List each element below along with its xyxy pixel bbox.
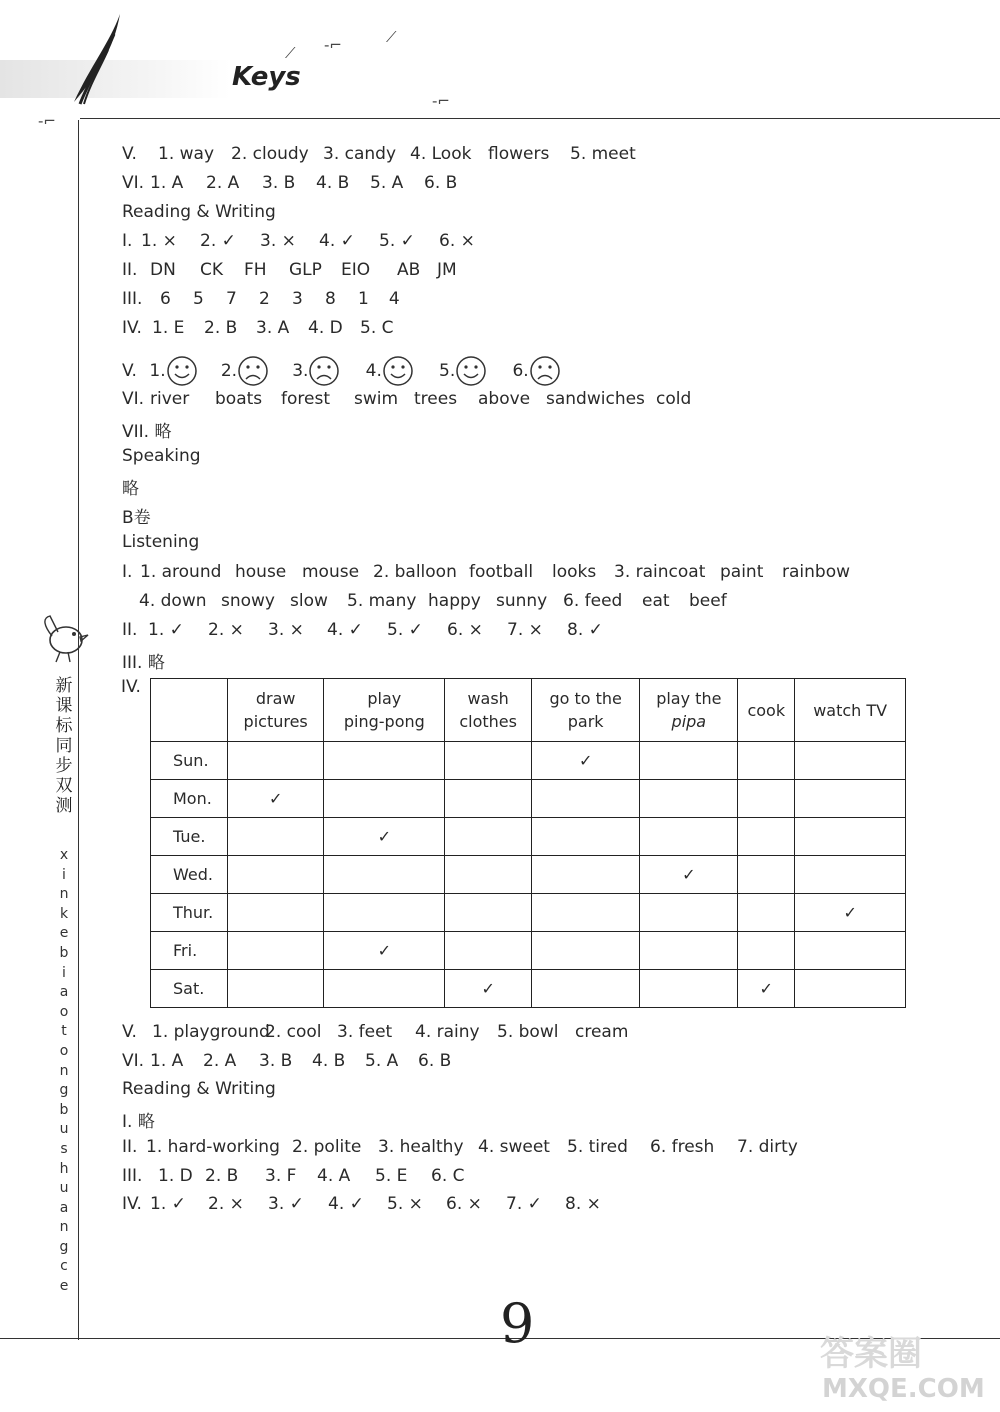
- face-icon: [237, 355, 269, 387]
- table-cell: [531, 856, 639, 894]
- table-cell: [738, 932, 795, 970]
- table-cell: [228, 970, 324, 1008]
- sparkle-icon: ⟋: [285, 44, 296, 62]
- schedule-table: [150, 678, 906, 1008]
- page-number: 9: [500, 1292, 535, 1355]
- column-header: watch TV: [795, 679, 906, 742]
- table-cell: [445, 856, 532, 894]
- answer-line-b-rw-iv: IV. 1. ✓ 2. × 3. ✓ 4. ✓ 5. × 6. × 7. ✓ 8. ×: [122, 1194, 601, 1214]
- answer-line-b-rw-ii: II. 1. hard-working 2. polite 3. healthy 4. sweet 5. tired 6. fresh 7. dirty: [122, 1137, 798, 1157]
- answer-line-l-iii: III. 略: [122, 653, 165, 673]
- column-header: draw pictures: [228, 679, 324, 742]
- table-cell: [738, 780, 795, 818]
- side-title-pinyin: x i n k e b i a o t o n g b u s h u a n g c e: [59, 847, 69, 1295]
- table-cell: [795, 932, 906, 970]
- column-header: cook: [738, 679, 795, 742]
- table-cell: [795, 780, 906, 818]
- watermark-text: 答案圈: [820, 1334, 922, 1374]
- table-cell: [228, 742, 324, 780]
- table-cell: [324, 780, 445, 818]
- table-cell: [795, 818, 906, 856]
- table-cell: [228, 818, 324, 856]
- table-cell: [795, 970, 906, 1008]
- table-row: [151, 894, 906, 932]
- table-cell: [445, 818, 532, 856]
- answer-line-l-vi: VI. 1. A 2. A 3. B 4. B 5. A 6. B: [122, 1051, 452, 1071]
- table-cell: [531, 932, 639, 970]
- table-row: [151, 818, 906, 856]
- paper-b-heading: B卷: [122, 508, 151, 528]
- table-cell: [445, 742, 532, 780]
- answer-line-rw-iii: III. 6 5 7 2 3 8 1 4: [122, 289, 400, 309]
- answer-line-rw-iv: IV. 1. E 2. B 3. A 4. D 5. C: [122, 318, 394, 338]
- answer-line-vi: VI. 1. A 2. A 3. B 4. B 5. A 6. B: [122, 173, 458, 193]
- section-heading: Speaking: [122, 446, 201, 466]
- table-cell: [640, 780, 738, 818]
- table-cell: [324, 742, 445, 780]
- table-row: [151, 742, 906, 780]
- sparkle-icon: -⌐: [38, 112, 56, 130]
- table-cell: ✓: [324, 818, 445, 856]
- table-cell: [445, 780, 532, 818]
- table-cell: [324, 970, 445, 1008]
- margin-rule: [78, 120, 79, 1340]
- face-item: 1.: [149, 355, 215, 387]
- bird-icon: [36, 610, 92, 666]
- side-title-chinese: 新 课 标 同 步 双 测: [55, 676, 73, 816]
- column-header: go to the park: [531, 679, 639, 742]
- table-cell: ✓: [324, 932, 445, 970]
- face-item: 2.: [221, 355, 287, 387]
- face-item: 4.: [366, 355, 434, 387]
- table-cell: [445, 894, 532, 932]
- table-cell: [738, 742, 795, 780]
- table-cell: [228, 856, 324, 894]
- table-row: [151, 932, 906, 970]
- answer-line-b-rw-iii: III. 1. D 2. B 3. F 4. A 5. E 6. C: [122, 1166, 465, 1186]
- answer-line-l-v: V. 1. playground2. cool 3. feet 4. rainy 5. bowl cream: [122, 1022, 629, 1042]
- speaking-answer: 略: [122, 479, 139, 499]
- section-heading: Reading & Writing: [122, 202, 276, 222]
- table-cell: [795, 742, 906, 780]
- table-cell: [738, 894, 795, 932]
- answer-label-l-iv: IV.: [121, 677, 141, 697]
- table-cell: [228, 932, 324, 970]
- table-cell: [640, 894, 738, 932]
- face-item: 5.: [439, 355, 507, 387]
- table-cell: [640, 818, 738, 856]
- table-cell: [795, 856, 906, 894]
- answer-line-b-rw-i: I. 略: [122, 1112, 155, 1132]
- table-cell: ✓: [228, 780, 324, 818]
- table-cell: [531, 780, 639, 818]
- answer-line-rw-vii: VII. 略: [122, 422, 172, 442]
- answer-line-rw-ii: II. DN CK FH GLP EIO AB JM: [122, 260, 457, 280]
- answer-line-rw-i: I. 1. × 2. ✓ 3. × 4. ✓ 5. ✓ 6. ×: [122, 231, 475, 251]
- day-cell: Mon.: [151, 780, 228, 818]
- answer-line-v: V. 1. way 2. cloudy 3. candy 4. Look flowers 5. meet: [122, 144, 636, 164]
- column-header: play ping-pong: [324, 679, 445, 742]
- day-cell: Tue.: [151, 818, 228, 856]
- face-icon: [382, 355, 414, 387]
- header-rule: [80, 118, 1000, 119]
- table-row: [151, 856, 906, 894]
- table-cell: [531, 970, 639, 1008]
- day-cell: Fri.: [151, 932, 228, 970]
- sparkle-icon: ⟋: [386, 28, 397, 46]
- table-cell: [640, 742, 738, 780]
- table-cell: [640, 970, 738, 1008]
- day-cell: Sun.: [151, 742, 228, 780]
- face-icon: [166, 355, 198, 387]
- face-icon: [308, 355, 340, 387]
- table-cell: [445, 932, 532, 970]
- answer-line-l-i-2: 4. down snowy slow 5. many happy sunny 6. feed eat beef: [139, 591, 727, 611]
- column-header: play the pipa: [640, 679, 738, 742]
- watermark-url: MXQE.COM: [822, 1374, 985, 1404]
- table-cell: ✓: [738, 970, 795, 1008]
- table-cell: ✓: [445, 970, 532, 1008]
- column-header: wash clothes: [445, 679, 532, 742]
- page-title: Keys: [232, 62, 301, 92]
- table-cell: [738, 856, 795, 894]
- sparkle-icon: -⌐: [324, 36, 342, 54]
- table-cell: [324, 856, 445, 894]
- table-cell: ✓: [795, 894, 906, 932]
- answer-line-l-i-1: I. 1. around house mouse 2. balloon football looks 3. raincoat paint rainbow: [122, 562, 850, 582]
- face-item: 6.: [512, 355, 560, 387]
- table-row: [151, 970, 906, 1008]
- answer-line-rw-v: V. 1. 2. 3. 4. 5. 6.: [122, 355, 561, 387]
- face-icon: [529, 355, 561, 387]
- table-cell: ✓: [531, 742, 639, 780]
- day-cell: Wed.: [151, 856, 228, 894]
- sparkle-icon: -⌐: [432, 92, 450, 110]
- table-cell: [324, 894, 445, 932]
- table-cell: [531, 818, 639, 856]
- table-header-row: [151, 679, 906, 742]
- answer-line-l-ii: II. 1. ✓ 2. × 3. × 4. ✓ 5. ✓ 6. × 7. × 8. ✓: [122, 620, 603, 640]
- face-item: 3.: [292, 355, 360, 387]
- header-swoosh-logo: [70, 12, 130, 107]
- answer-line-rw-vi: VI. river boats forest swim trees above sandwiches cold: [122, 389, 692, 409]
- table-corner-cell: [151, 679, 228, 742]
- table-cell: [738, 818, 795, 856]
- table-cell: [531, 894, 639, 932]
- table-cell: [640, 932, 738, 970]
- day-cell: Sat.: [151, 970, 228, 1008]
- table-cell: [228, 894, 324, 932]
- day-cell: Thur.: [151, 894, 228, 932]
- table-cell: ✓: [640, 856, 738, 894]
- face-icon: [455, 355, 487, 387]
- table-row: [151, 780, 906, 818]
- section-heading: Reading & Writing: [122, 1079, 276, 1099]
- section-heading: Listening: [122, 532, 200, 552]
